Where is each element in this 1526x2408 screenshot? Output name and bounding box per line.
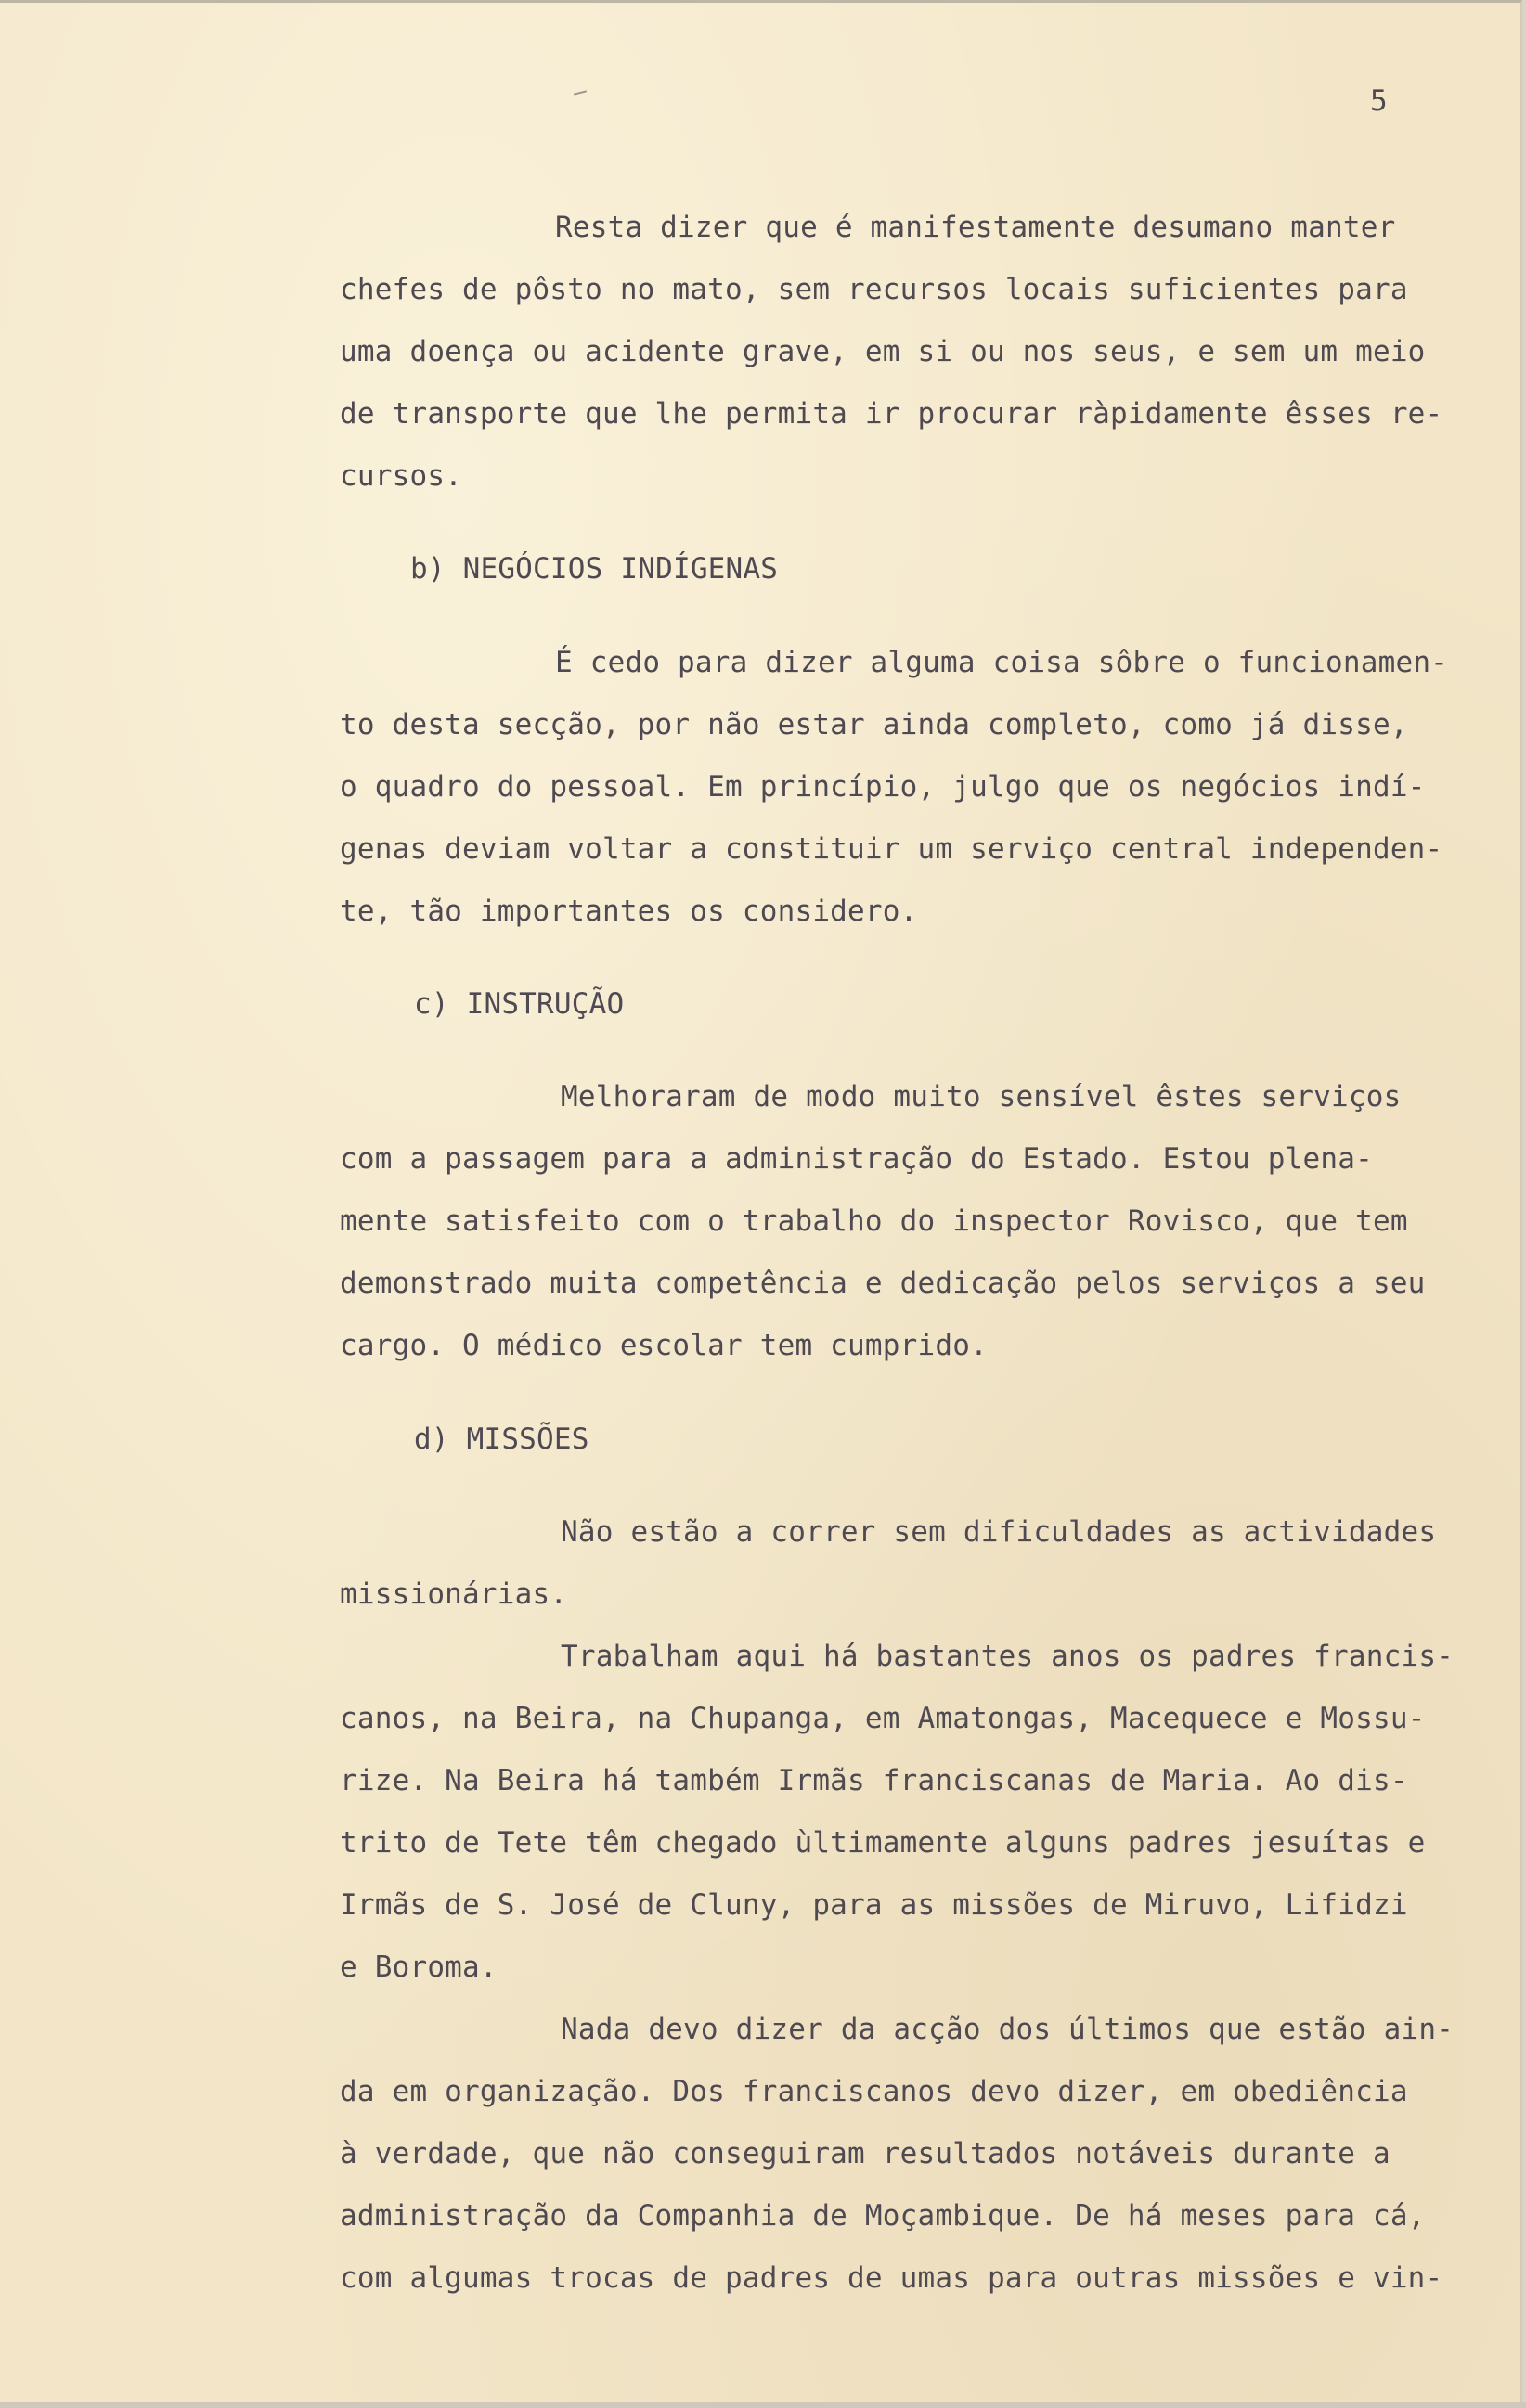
text-line: trito de Tete têm chegado ùltimamente alguns padres jesuítas e [340, 1826, 1426, 1860]
text-line: chefes de pôsto no mato, sem recursos locais suficientes para [340, 273, 1408, 306]
text-line: cargo. O médico escolar tem cumprido. [340, 1329, 988, 1362]
page-number: 5 [1370, 84, 1388, 118]
section-heading: c) INSTRUÇÃO [414, 987, 625, 1021]
text-line: Melhoraram de modo muito sensível êstes serviços [561, 1080, 1402, 1114]
text-line: Não estão a correr sem dificuldades as actividades [561, 1515, 1437, 1549]
text-line: e Boroma. [340, 1951, 498, 1984]
text-line: canos, na Beira, na Chupanga, em Amatongas, Macequece e Mossu- [340, 1702, 1426, 1735]
text-line: mente satisfeito com o trabalho do inspector Rovisco, que tem [340, 1204, 1408, 1238]
text-line: missionárias. [340, 1577, 568, 1611]
text-line: Resta dizer que é manifestamente desumano manter [555, 211, 1396, 244]
text-line: administração da Companhia de Moçambique. De há meses para cá, [340, 2199, 1426, 2233]
text-line: te, tão importantes os considero. [340, 895, 918, 928]
section-heading: b) NEGÓCIOS INDÍGENAS [410, 552, 779, 586]
text-line: Irmãs de S. José de Cluny, para as missões de Miruvo, Lifidzi [340, 1888, 1408, 1922]
text-line: Trabalham aqui há bastantes anos os padres francis- [561, 1640, 1455, 1673]
text-line: Nada devo dizer da acção dos últimos que estão ain- [561, 2013, 1455, 2046]
text-line: É cedo para dizer alguma coisa sôbre o funcionamen- [555, 646, 1449, 679]
text-line: com algumas trocas de padres de umas para outras missões e vin- [340, 2261, 1443, 2295]
text-line: genas deviam voltar a constituir um serviço central independen- [340, 832, 1443, 866]
text-line: o quadro do pessoal. Em princípio, julgo que os negócios indí- [340, 770, 1426, 804]
text-line: to desta secção, por não estar ainda completo, como já disse, [340, 708, 1408, 741]
scan-bottom-edge [0, 2402, 1526, 2408]
text-line: de transporte que lhe permita ir procurar ràpidamente êsses re- [340, 397, 1443, 431]
text-line: da em organização. Dos franciscanos devo dizer, em obediência [340, 2075, 1408, 2108]
text-line: uma doença ou acidente grave, em si ou nos seus, e sem um meio [340, 335, 1426, 368]
text-line: demonstrado muita competência e dedicação pelos serviços a seu [340, 1267, 1426, 1300]
text-line: rize. Na Beira há também Irmãs franciscanas de Maria. Ao dis- [340, 1764, 1408, 1797]
text-line: à verdade, que não conseguiram resultados notáveis durante a [340, 2137, 1390, 2170]
text-line: cursos. [340, 459, 463, 493]
section-heading: d) MISSÕES [414, 1423, 589, 1456]
text-line: com a passagem para a administração do Estado. Estou plena- [340, 1142, 1373, 1176]
ink-mark [574, 90, 587, 95]
